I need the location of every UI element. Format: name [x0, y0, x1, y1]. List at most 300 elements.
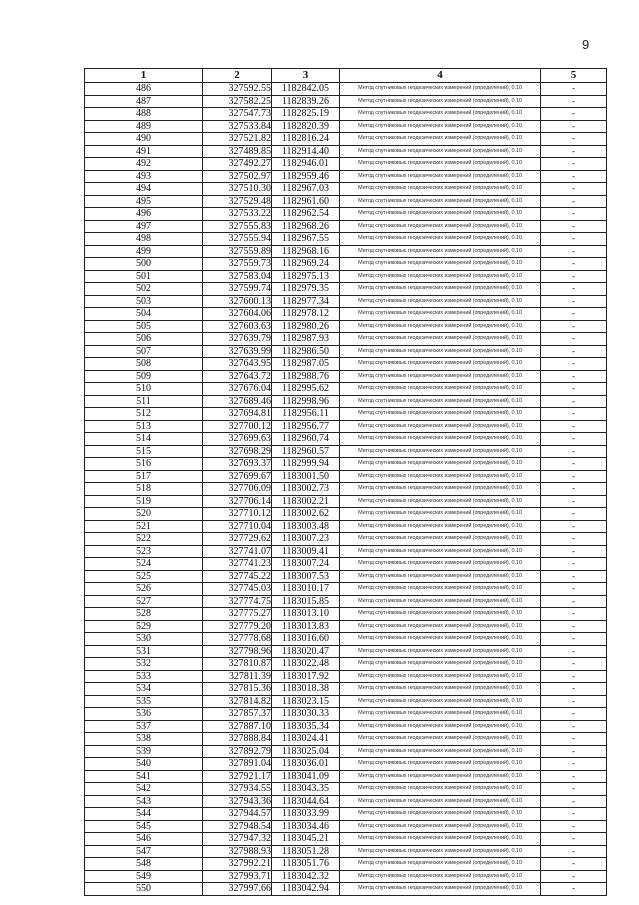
point-number-cell: 544: [85, 808, 203, 821]
method-cell: Метод спутниковых геодезических измерений (определений), 0.10: [340, 195, 541, 208]
point-number-cell: 530: [85, 633, 203, 646]
y-coordinate-cell: 1183007.23: [272, 533, 340, 546]
description-cell: -: [541, 458, 607, 471]
description-cell: -: [541, 295, 607, 308]
x-coordinate-cell: 327997.66: [203, 883, 272, 896]
y-coordinate-cell: 1183015.85: [272, 595, 340, 608]
y-coordinate-cell: 1183043.35: [272, 783, 340, 796]
table-row: [85, 583, 607, 596]
table-row: [85, 158, 607, 171]
point-number-cell: 550: [85, 883, 203, 896]
x-coordinate-cell: 327706.14: [203, 495, 272, 508]
y-coordinate-cell: 1183003.48: [272, 520, 340, 533]
y-coordinate-cell: 1182995.62: [272, 383, 340, 396]
point-number-cell: 509: [85, 370, 203, 383]
method-cell: Метод спутниковых геодезических измерений (определений), 0.10: [340, 520, 541, 533]
point-number-cell: 489: [85, 120, 203, 133]
point-number-cell: 502: [85, 283, 203, 296]
description-cell: -: [541, 195, 607, 208]
point-number-cell: 501: [85, 270, 203, 283]
method-cell: Метод спутниковых геодезических измерений (определений), 0.10: [340, 108, 541, 121]
method-cell: Метод спутниковых геодезических измерений (определений), 0.10: [340, 208, 541, 221]
x-coordinate-cell: 327555.83: [203, 220, 272, 233]
x-coordinate-cell: 327559.89: [203, 245, 272, 258]
x-coordinate-cell: 327689.46: [203, 395, 272, 408]
method-cell: Метод спутниковых геодезических измерений (определений), 0.10: [340, 570, 541, 583]
table-row: [85, 145, 607, 158]
description-cell: -: [541, 108, 607, 121]
x-coordinate-cell: 327604.06: [203, 308, 272, 321]
x-coordinate-cell: 327798.96: [203, 645, 272, 658]
method-cell: Метод спутниковых геодезических измерений (определений), 0.10: [340, 145, 541, 158]
point-number-cell: 519: [85, 495, 203, 508]
table-row: [85, 658, 607, 671]
y-coordinate-cell: 1183035.34: [272, 720, 340, 733]
point-number-cell: 512: [85, 408, 203, 421]
y-coordinate-cell: 1182999.94: [272, 458, 340, 471]
y-coordinate-cell: 1183007.53: [272, 570, 340, 583]
point-number-cell: 520: [85, 508, 203, 521]
table-row: [85, 533, 607, 546]
x-coordinate-cell: 327745.03: [203, 583, 272, 596]
table-row: [85, 545, 607, 558]
y-coordinate-cell: 1182980.26: [272, 320, 340, 333]
point-number-cell: 497: [85, 220, 203, 233]
y-coordinate-cell: 1183002.21: [272, 495, 340, 508]
point-number-cell: 487: [85, 95, 203, 108]
method-cell: Метод спутниковых геодезических измерений (определений), 0.10: [340, 470, 541, 483]
description-cell: -: [541, 720, 607, 733]
description-cell: -: [541, 758, 607, 771]
description-cell: -: [541, 645, 607, 658]
y-coordinate-cell: 1182975.13: [272, 270, 340, 283]
description-cell: -: [541, 808, 607, 821]
x-coordinate-cell: 327921.17: [203, 770, 272, 783]
method-cell: Метод спутниковых геодезических измерений (определений), 0.10: [340, 745, 541, 758]
point-number-cell: 527: [85, 595, 203, 608]
table-row: [85, 745, 607, 758]
description-cell: -: [541, 733, 607, 746]
y-coordinate-cell: 1183002.62: [272, 508, 340, 521]
description-cell: -: [541, 883, 607, 896]
y-coordinate-cell: 1183013.10: [272, 608, 340, 621]
table-row: [85, 183, 607, 196]
point-number-cell: 549: [85, 870, 203, 883]
description-cell: -: [541, 345, 607, 358]
point-number-cell: 517: [85, 470, 203, 483]
method-cell: Метод спутниковых геодезических измерений (определений), 0.10: [340, 870, 541, 883]
x-coordinate-cell: 327993.71: [203, 870, 272, 883]
point-number-cell: 525: [85, 570, 203, 583]
table-row: [85, 270, 607, 283]
description-cell: -: [541, 408, 607, 421]
column-header-1: 1: [85, 69, 203, 83]
coordinates-table: [84, 68, 607, 896]
point-number-cell: 495: [85, 195, 203, 208]
table-row: [85, 245, 607, 258]
page-number: 9: [582, 37, 590, 52]
table-row: [85, 470, 607, 483]
point-number-cell: 522: [85, 533, 203, 546]
x-coordinate-cell: 327779.20: [203, 620, 272, 633]
description-cell: -: [541, 770, 607, 783]
table-row: [85, 795, 607, 808]
table-row: [85, 708, 607, 721]
y-coordinate-cell: 1183041.09: [272, 770, 340, 783]
description-cell: -: [541, 508, 607, 521]
table-row: [85, 208, 607, 221]
method-cell: Метод спутниковых геодезических измерений (определений), 0.10: [340, 808, 541, 821]
y-coordinate-cell: 1183018.38: [272, 683, 340, 696]
table-row: [85, 395, 607, 408]
y-coordinate-cell: 1183009.41: [272, 545, 340, 558]
point-number-cell: 508: [85, 358, 203, 371]
y-coordinate-cell: 1182842.05: [272, 83, 340, 96]
y-coordinate-cell: 1183042.94: [272, 883, 340, 896]
method-cell: Метод спутниковых геодезических измерений (определений), 0.10: [340, 633, 541, 646]
description-cell: -: [541, 583, 607, 596]
table-row: [85, 845, 607, 858]
method-cell: Метод спутниковых геодезических измерений (определений), 0.10: [340, 708, 541, 721]
table-row: [85, 645, 607, 658]
y-coordinate-cell: 1183033.99: [272, 808, 340, 821]
y-coordinate-cell: 1183020.47: [272, 645, 340, 658]
table-row: [85, 170, 607, 183]
x-coordinate-cell: 327774.75: [203, 595, 272, 608]
table-row: [85, 308, 607, 321]
table-row: [85, 695, 607, 708]
description-cell: -: [541, 383, 607, 396]
table-row: [85, 333, 607, 346]
y-coordinate-cell: 1183001.50: [272, 470, 340, 483]
description-cell: -: [541, 570, 607, 583]
method-cell: Метод спутниковых геодезических измерений (определений), 0.10: [340, 645, 541, 658]
description-cell: -: [541, 133, 607, 146]
y-coordinate-cell: 1183007.24: [272, 558, 340, 571]
description-cell: -: [541, 233, 607, 246]
description-cell: -: [541, 820, 607, 833]
point-number-cell: 499: [85, 245, 203, 258]
description-cell: -: [541, 95, 607, 108]
x-coordinate-cell: 327706.09: [203, 483, 272, 496]
x-coordinate-cell: 327599.74: [203, 283, 272, 296]
description-cell: -: [541, 595, 607, 608]
x-coordinate-cell: 327559.73: [203, 258, 272, 271]
y-coordinate-cell: 1182816.24: [272, 133, 340, 146]
y-coordinate-cell: 1182960.74: [272, 433, 340, 446]
table-row: [85, 108, 607, 121]
description-cell: -: [541, 170, 607, 183]
y-coordinate-cell: 1182914.40: [272, 145, 340, 158]
x-coordinate-cell: 327811.39: [203, 670, 272, 683]
y-coordinate-cell: 1183017.92: [272, 670, 340, 683]
x-coordinate-cell: 327547.73: [203, 108, 272, 121]
x-coordinate-cell: 327510.30: [203, 183, 272, 196]
description-cell: -: [541, 620, 607, 633]
method-cell: Метод спутниковых геодезических измерений (определений), 0.10: [340, 433, 541, 446]
point-number-cell: 514: [85, 433, 203, 446]
x-coordinate-cell: 327857.37: [203, 708, 272, 721]
method-cell: Метод спутниковых геодезических измерений (определений), 0.10: [340, 420, 541, 433]
point-number-cell: 533: [85, 670, 203, 683]
y-coordinate-cell: 1182967.55: [272, 233, 340, 246]
description-cell: -: [541, 658, 607, 671]
table-row: [85, 558, 607, 571]
description-cell: -: [541, 158, 607, 171]
y-coordinate-cell: 1182956.11: [272, 408, 340, 421]
method-cell: Метод спутниковых геодезических измерений (определений), 0.10: [340, 733, 541, 746]
method-cell: Метод спутниковых геодезических измерений (определений), 0.10: [340, 295, 541, 308]
method-cell: Метод спутниковых геодезических измерений (определений), 0.10: [340, 858, 541, 871]
y-coordinate-cell: 1182968.16: [272, 245, 340, 258]
x-coordinate-cell: 327778.68: [203, 633, 272, 646]
description-cell: -: [541, 533, 607, 546]
y-coordinate-cell: 1182977.34: [272, 295, 340, 308]
y-coordinate-cell: 1182979.35: [272, 283, 340, 296]
point-number-cell: 531: [85, 645, 203, 658]
table-row: [85, 420, 607, 433]
y-coordinate-cell: 1182962.54: [272, 208, 340, 221]
x-coordinate-cell: 327947.32: [203, 833, 272, 846]
point-number-cell: 492: [85, 158, 203, 171]
x-coordinate-cell: 327891.04: [203, 758, 272, 771]
method-cell: Метод спутниковых геодезических измерений (определений), 0.10: [340, 283, 541, 296]
column-header-2: 2: [203, 69, 272, 83]
point-number-cell: 539: [85, 745, 203, 758]
table-row: [85, 858, 607, 871]
table-row: [85, 220, 607, 233]
table-row: [85, 808, 607, 821]
table-row: [85, 95, 607, 108]
x-coordinate-cell: 327489.85: [203, 145, 272, 158]
method-cell: Метод спутниковых геодезических измерений (определений), 0.10: [340, 370, 541, 383]
y-coordinate-cell: 1183016.60: [272, 633, 340, 646]
point-number-cell: 524: [85, 558, 203, 571]
x-coordinate-cell: 327814.82: [203, 695, 272, 708]
x-coordinate-cell: 327810.87: [203, 658, 272, 671]
table-body: [85, 83, 607, 896]
method-cell: Метод спутниковых геодезических измерений (определений), 0.10: [340, 845, 541, 858]
method-cell: Метод спутниковых геодезических измерений (определений), 0.10: [340, 658, 541, 671]
method-cell: Метод спутниковых геодезических измерений (определений), 0.10: [340, 133, 541, 146]
method-cell: Метод спутниковых геодезических измерений (определений), 0.10: [340, 183, 541, 196]
point-number-cell: 546: [85, 833, 203, 846]
method-cell: Метод спутниковых геодезических измерений (определений), 0.10: [340, 458, 541, 471]
description-cell: -: [541, 283, 607, 296]
table-row: [85, 195, 607, 208]
y-coordinate-cell: 1182825.19: [272, 108, 340, 121]
x-coordinate-cell: 327934.55: [203, 783, 272, 796]
method-cell: Метод спутниковых геодезических измерений (определений), 0.10: [340, 220, 541, 233]
method-cell: Метод спутниковых геодезических измерений (определений), 0.10: [340, 158, 541, 171]
point-number-cell: 545: [85, 820, 203, 833]
table-row: [85, 595, 607, 608]
description-cell: -: [541, 220, 607, 233]
y-coordinate-cell: 1182969.24: [272, 258, 340, 271]
description-cell: -: [541, 358, 607, 371]
y-coordinate-cell: 1182988.76: [272, 370, 340, 383]
point-number-cell: 493: [85, 170, 203, 183]
x-coordinate-cell: 327582.25: [203, 95, 272, 108]
y-coordinate-cell: 1183051.76: [272, 858, 340, 871]
description-cell: -: [541, 520, 607, 533]
point-number-cell: 496: [85, 208, 203, 221]
description-cell: -: [541, 670, 607, 683]
method-cell: Метод спутниковых геодезических измерений (определений), 0.10: [340, 445, 541, 458]
point-number-cell: 532: [85, 658, 203, 671]
x-coordinate-cell: 327892.79: [203, 745, 272, 758]
x-coordinate-cell: 327741.07: [203, 545, 272, 558]
table-row: [85, 783, 607, 796]
table-row: [85, 520, 607, 533]
point-number-cell: 543: [85, 795, 203, 808]
x-coordinate-cell: 327643.72: [203, 370, 272, 383]
y-coordinate-cell: 1183051.28: [272, 845, 340, 858]
description-cell: -: [541, 420, 607, 433]
x-coordinate-cell: 327600.13: [203, 295, 272, 308]
table-row: [85, 508, 607, 521]
x-coordinate-cell: 327741.23: [203, 558, 272, 571]
method-cell: Метод спутниковых геодезических измерений (определений), 0.10: [340, 833, 541, 846]
x-coordinate-cell: 327639.99: [203, 345, 272, 358]
method-cell: Метод спутниковых геодезических измерений (определений), 0.10: [340, 758, 541, 771]
method-cell: Метод спутниковых геодезических измерений (определений), 0.10: [340, 83, 541, 96]
method-cell: Метод спутниковых геодезических измерений (определений), 0.10: [340, 258, 541, 271]
column-header-5: 5: [541, 69, 607, 83]
method-cell: Метод спутниковых геодезических измерений (определений), 0.10: [340, 345, 541, 358]
column-header-3: 3: [272, 69, 340, 83]
x-coordinate-cell: 327693.37: [203, 458, 272, 471]
x-coordinate-cell: 327888.84: [203, 733, 272, 746]
y-coordinate-cell: 1183036.01: [272, 758, 340, 771]
description-cell: -: [541, 795, 607, 808]
x-coordinate-cell: 327699.67: [203, 470, 272, 483]
y-coordinate-cell: 1183022.48: [272, 658, 340, 671]
method-cell: Метод спутниковых геодезических измерений (определений), 0.10: [340, 233, 541, 246]
point-number-cell: 534: [85, 683, 203, 696]
point-number-cell: 547: [85, 845, 203, 858]
method-cell: Метод спутниковых геодезических измерений (определений), 0.10: [340, 583, 541, 596]
description-cell: -: [541, 370, 607, 383]
description-cell: -: [541, 333, 607, 346]
description-cell: -: [541, 558, 607, 571]
description-cell: -: [541, 695, 607, 708]
description-cell: -: [541, 145, 607, 158]
x-coordinate-cell: 327555.94: [203, 233, 272, 246]
y-coordinate-cell: 1182987.93: [272, 333, 340, 346]
point-number-cell: 528: [85, 608, 203, 621]
y-coordinate-cell: 1182961.60: [272, 195, 340, 208]
description-cell: -: [541, 495, 607, 508]
method-cell: Метод спутниковых геодезических измерений (определений), 0.10: [340, 683, 541, 696]
x-coordinate-cell: 327502.97: [203, 170, 272, 183]
point-number-cell: 538: [85, 733, 203, 746]
y-coordinate-cell: 1182998.96: [272, 395, 340, 408]
method-cell: Метод спутниковых геодезических измерений (определений), 0.10: [340, 620, 541, 633]
point-number-cell: 516: [85, 458, 203, 471]
description-cell: -: [541, 783, 607, 796]
method-cell: Метод спутниковых геодезических измерений (определений), 0.10: [340, 483, 541, 496]
table-row: [85, 233, 607, 246]
x-coordinate-cell: 327710.12: [203, 508, 272, 521]
point-number-cell: 521: [85, 520, 203, 533]
description-cell: -: [541, 120, 607, 133]
point-number-cell: 548: [85, 858, 203, 871]
description-cell: -: [541, 208, 607, 221]
x-coordinate-cell: 327729.62: [203, 533, 272, 546]
x-coordinate-cell: 327529.48: [203, 195, 272, 208]
method-cell: Метод спутниковых геодезических измерений (определений), 0.10: [340, 883, 541, 896]
y-coordinate-cell: 1182839.26: [272, 95, 340, 108]
y-coordinate-cell: 1183010.17: [272, 583, 340, 596]
table-row: [85, 670, 607, 683]
table-row: [85, 345, 607, 358]
table-row: [85, 608, 607, 621]
description-cell: -: [541, 433, 607, 446]
table-row: [85, 295, 607, 308]
x-coordinate-cell: 327592.55: [203, 83, 272, 96]
method-cell: Метод спутниковых геодезических измерений (определений), 0.10: [340, 783, 541, 796]
method-cell: Метод спутниковых геодезических измерений (определений), 0.10: [340, 383, 541, 396]
x-coordinate-cell: 327815.36: [203, 683, 272, 696]
y-coordinate-cell: 1183044.64: [272, 795, 340, 808]
table-row: [85, 445, 607, 458]
y-coordinate-cell: 1183042.32: [272, 870, 340, 883]
y-coordinate-cell: 1183023.15: [272, 695, 340, 708]
point-number-cell: 510: [85, 383, 203, 396]
description-cell: -: [541, 608, 607, 621]
x-coordinate-cell: 327698.29: [203, 445, 272, 458]
description-cell: -: [541, 445, 607, 458]
method-cell: Метод спутниковых геодезических измерений (определений), 0.10: [340, 495, 541, 508]
method-cell: Метод спутниковых геодезических измерений (определений), 0.10: [340, 120, 541, 133]
y-coordinate-cell: 1182967.03: [272, 183, 340, 196]
point-number-cell: 535: [85, 695, 203, 708]
point-number-cell: 491: [85, 145, 203, 158]
point-number-cell: 541: [85, 770, 203, 783]
method-cell: Метод спутниковых геодезических измерений (определений), 0.10: [340, 333, 541, 346]
point-number-cell: 537: [85, 720, 203, 733]
table-row: [85, 720, 607, 733]
description-cell: -: [541, 845, 607, 858]
point-number-cell: 490: [85, 133, 203, 146]
column-header-4: 4: [340, 69, 541, 83]
table-row: [85, 433, 607, 446]
x-coordinate-cell: 327533.84: [203, 120, 272, 133]
table-row: [85, 483, 607, 496]
table-row: [85, 570, 607, 583]
method-cell: Метод спутниковых геодезических измерений (определений), 0.10: [340, 270, 541, 283]
table-row: [85, 883, 607, 896]
x-coordinate-cell: 327521.82: [203, 133, 272, 146]
description-cell: -: [541, 745, 607, 758]
point-number-cell: 500: [85, 258, 203, 271]
method-cell: Метод спутниковых геодезических измерений (определений), 0.10: [340, 408, 541, 421]
y-coordinate-cell: 1183024.41: [272, 733, 340, 746]
y-coordinate-cell: 1183002.73: [272, 483, 340, 496]
y-coordinate-cell: 1182986.50: [272, 345, 340, 358]
description-cell: -: [541, 395, 607, 408]
description-cell: -: [541, 83, 607, 96]
table-row: [85, 633, 607, 646]
method-cell: Метод спутниковых геодезических измерений (определений), 0.10: [340, 95, 541, 108]
point-number-cell: 503: [85, 295, 203, 308]
x-coordinate-cell: 327639.79: [203, 333, 272, 346]
point-number-cell: 494: [85, 183, 203, 196]
point-number-cell: 515: [85, 445, 203, 458]
table-row: [85, 770, 607, 783]
description-cell: -: [541, 708, 607, 721]
